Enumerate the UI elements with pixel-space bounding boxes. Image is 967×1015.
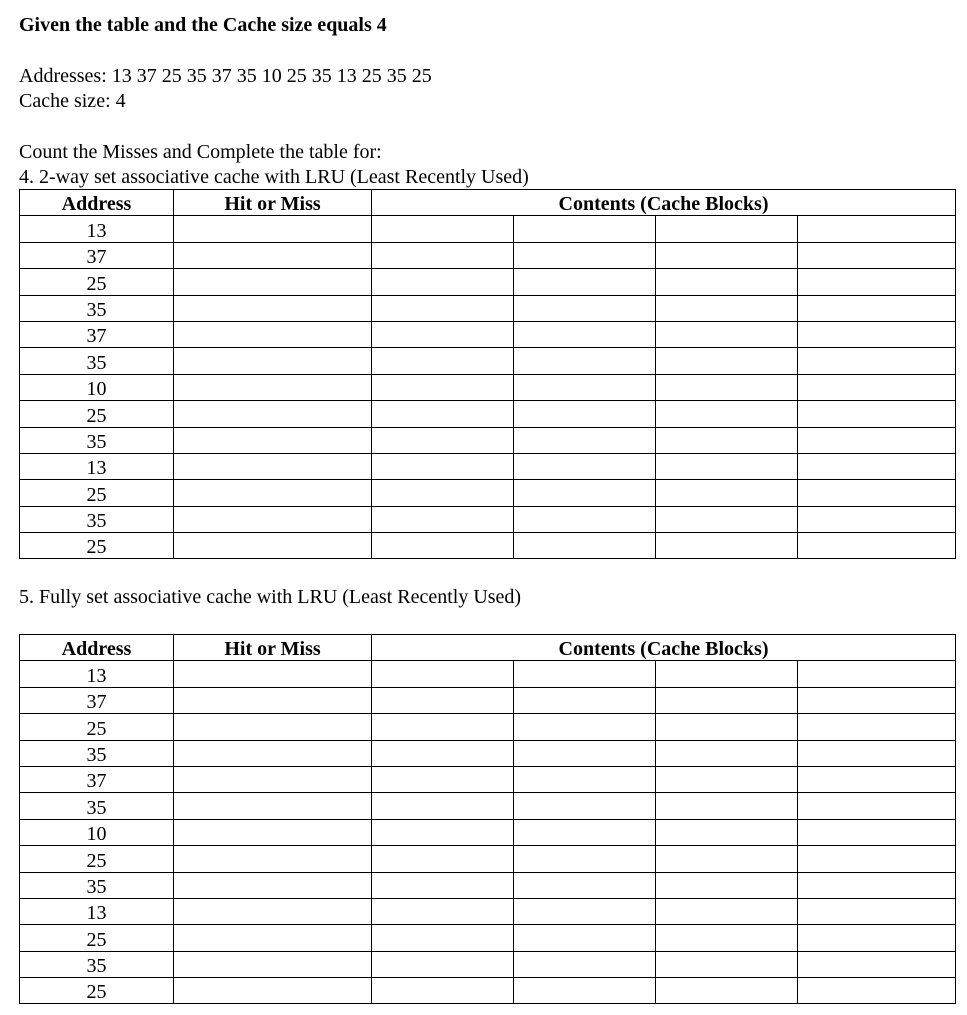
cache-block-2-cell[interactable] bbox=[514, 872, 656, 898]
cache-block-1-cell[interactable] bbox=[372, 978, 514, 1004]
hit-or-miss-cell[interactable] bbox=[174, 661, 372, 687]
cache-block-3-cell[interactable] bbox=[656, 506, 798, 532]
cache-block-1-cell[interactable] bbox=[372, 819, 514, 845]
table-header-row bbox=[20, 190, 956, 216]
cache-block-3-cell[interactable] bbox=[656, 819, 798, 845]
cache-block-1-cell[interactable] bbox=[372, 766, 514, 792]
address-cell: 37 bbox=[20, 766, 174, 792]
cache-block-2-cell[interactable] bbox=[514, 374, 656, 400]
hit-or-miss-cell[interactable] bbox=[174, 951, 372, 977]
table-row bbox=[20, 978, 956, 1004]
question-4-title: 4. 2-way set associative cache with LRU (Least Recently Used) bbox=[19, 166, 529, 188]
table-row bbox=[20, 242, 956, 268]
cache-block-4-cell[interactable] bbox=[798, 295, 956, 321]
cache-block-1-cell[interactable] bbox=[372, 740, 514, 766]
cache-block-2-cell[interactable] bbox=[514, 533, 656, 559]
table-row bbox=[20, 846, 956, 872]
cache-block-3-cell[interactable] bbox=[656, 846, 798, 872]
cache-block-1-cell[interactable] bbox=[372, 714, 514, 740]
cache-block-2-cell[interactable] bbox=[514, 898, 656, 924]
cache-block-3-cell[interactable] bbox=[656, 766, 798, 792]
table-row bbox=[20, 401, 956, 427]
cache-block-1-cell[interactable] bbox=[372, 295, 514, 321]
cache-block-3-cell[interactable] bbox=[656, 661, 798, 687]
address-cell: 25 bbox=[20, 925, 174, 951]
cache-block-3-cell[interactable] bbox=[656, 480, 798, 506]
cache-block-1-cell[interactable] bbox=[372, 925, 514, 951]
address-cell: 35 bbox=[20, 740, 174, 766]
address-cell: 37 bbox=[20, 242, 174, 268]
cache-block-1-cell[interactable] bbox=[372, 661, 514, 687]
cache-block-4-cell[interactable] bbox=[798, 846, 956, 872]
cache-block-1-cell[interactable] bbox=[372, 480, 514, 506]
hit-or-miss-cell[interactable] bbox=[174, 480, 372, 506]
cache-block-3-cell[interactable] bbox=[656, 740, 798, 766]
cache-block-2-cell[interactable] bbox=[514, 846, 656, 872]
cache-block-4-cell[interactable] bbox=[798, 951, 956, 977]
page-title: Given the table and the Cache size equals 4 bbox=[19, 14, 387, 36]
cache-block-2-cell[interactable] bbox=[514, 819, 656, 845]
address-cell: 37 bbox=[20, 321, 174, 347]
table-body bbox=[20, 216, 956, 559]
table-row bbox=[20, 321, 956, 347]
hit-or-miss-cell[interactable] bbox=[174, 819, 372, 845]
cache-block-4-cell[interactable] bbox=[798, 427, 956, 453]
cache-block-3-cell[interactable] bbox=[656, 793, 798, 819]
cache-block-2-cell[interactable] bbox=[514, 321, 656, 347]
cache-block-4-cell[interactable] bbox=[798, 480, 956, 506]
cache-block-2-cell[interactable] bbox=[514, 714, 656, 740]
cache-block-1-cell[interactable] bbox=[372, 872, 514, 898]
cache-block-2-cell[interactable] bbox=[514, 766, 656, 792]
hit-or-miss-cell[interactable] bbox=[174, 687, 372, 713]
cache-block-4-cell[interactable] bbox=[798, 925, 956, 951]
cache-block-2-cell[interactable] bbox=[514, 295, 656, 321]
table-row bbox=[20, 453, 956, 479]
cache-block-1-cell[interactable] bbox=[372, 687, 514, 713]
table-row bbox=[20, 898, 956, 924]
hit-or-miss-cell[interactable] bbox=[174, 506, 372, 532]
address-cell: 35 bbox=[20, 348, 174, 374]
cache-block-4-cell[interactable] bbox=[798, 374, 956, 400]
address-cell: 25 bbox=[20, 533, 174, 559]
table-row bbox=[20, 374, 956, 400]
cache-block-4-cell[interactable] bbox=[798, 872, 956, 898]
address-cell: 35 bbox=[20, 951, 174, 977]
hit-or-miss-cell[interactable] bbox=[174, 242, 372, 268]
cache-block-4-cell[interactable] bbox=[798, 898, 956, 924]
hit-or-miss-header: Hit or Miss bbox=[174, 190, 372, 216]
cache-block-3-cell[interactable] bbox=[656, 242, 798, 268]
cache-block-2-cell[interactable] bbox=[514, 453, 656, 479]
table-row bbox=[20, 506, 956, 532]
cache-block-1-cell[interactable] bbox=[372, 453, 514, 479]
cache-block-2-cell[interactable] bbox=[514, 925, 656, 951]
cache-block-3-cell[interactable] bbox=[656, 453, 798, 479]
cache-block-4-cell[interactable] bbox=[798, 687, 956, 713]
cache-block-1-cell[interactable] bbox=[372, 846, 514, 872]
cache-block-2-cell[interactable] bbox=[514, 506, 656, 532]
hit-or-miss-cell[interactable] bbox=[174, 533, 372, 559]
table-header-row bbox=[20, 635, 956, 661]
hit-or-miss-cell[interactable] bbox=[174, 766, 372, 792]
hit-or-miss-cell[interactable] bbox=[174, 216, 372, 242]
cache-block-1-cell[interactable] bbox=[372, 401, 514, 427]
table-row bbox=[20, 295, 956, 321]
cache-block-3-cell[interactable] bbox=[656, 925, 798, 951]
address-cell: 25 bbox=[20, 401, 174, 427]
table-row bbox=[20, 819, 956, 845]
cache-block-4-cell[interactable] bbox=[798, 242, 956, 268]
cache-block-1-cell[interactable] bbox=[372, 321, 514, 347]
address-cell: 13 bbox=[20, 453, 174, 479]
cache-block-4-cell[interactable] bbox=[798, 661, 956, 687]
cache-block-4-cell[interactable] bbox=[798, 978, 956, 1004]
cache-block-2-cell[interactable] bbox=[514, 401, 656, 427]
table-row bbox=[20, 766, 956, 792]
table-row bbox=[20, 872, 956, 898]
table-row bbox=[20, 793, 956, 819]
cache-block-4-cell[interactable] bbox=[798, 401, 956, 427]
cache-block-1-cell[interactable] bbox=[372, 242, 514, 268]
instruction-text: Count the Misses and Complete the table for: bbox=[19, 141, 382, 163]
question-5-title: 5. Fully set associative cache with LRU (Least Recently Used) bbox=[19, 586, 522, 608]
cache-block-1-cell[interactable] bbox=[372, 793, 514, 819]
cache-block-3-cell[interactable] bbox=[656, 978, 798, 1004]
cache-block-2-cell[interactable] bbox=[514, 427, 656, 453]
cache-block-3-cell[interactable] bbox=[656, 295, 798, 321]
address-cell: 35 bbox=[20, 427, 174, 453]
table-row bbox=[20, 480, 956, 506]
cache-block-4-cell[interactable] bbox=[798, 740, 956, 766]
address-cell: 25 bbox=[20, 846, 174, 872]
cache-block-2-cell[interactable] bbox=[514, 661, 656, 687]
addresses-line: Addresses: 13 37 25 35 37 35 10 25 35 13 25 35 25 bbox=[19, 65, 432, 87]
table-row bbox=[20, 216, 956, 242]
cache-block-4-cell[interactable] bbox=[798, 269, 956, 295]
hit-or-miss-cell[interactable] bbox=[174, 348, 372, 374]
cache-block-1-cell[interactable] bbox=[372, 951, 514, 977]
cache-block-2-cell[interactable] bbox=[514, 348, 656, 374]
cache-block-4-cell[interactable] bbox=[798, 321, 956, 347]
cache-block-3-cell[interactable] bbox=[656, 898, 798, 924]
cache-block-2-cell[interactable] bbox=[514, 951, 656, 977]
table-row bbox=[20, 269, 956, 295]
contents-header: Contents (Cache Blocks) bbox=[372, 635, 956, 661]
cache-block-4-cell[interactable] bbox=[798, 819, 956, 845]
cache-block-4-cell[interactable] bbox=[798, 533, 956, 559]
hit-or-miss-cell[interactable] bbox=[174, 269, 372, 295]
address-cell: 25 bbox=[20, 269, 174, 295]
cache-block-4-cell[interactable] bbox=[798, 453, 956, 479]
address-cell: 35 bbox=[20, 506, 174, 532]
address-cell: 35 bbox=[20, 872, 174, 898]
cache-block-2-cell[interactable] bbox=[514, 269, 656, 295]
address-cell: 37 bbox=[20, 687, 174, 713]
address-cell: 13 bbox=[20, 661, 174, 687]
cache-block-2-cell[interactable] bbox=[514, 242, 656, 268]
hit-or-miss-cell[interactable] bbox=[174, 401, 372, 427]
cache-block-3-cell[interactable] bbox=[656, 216, 798, 242]
address-header: Address bbox=[20, 635, 174, 661]
cache-block-3-cell[interactable] bbox=[656, 687, 798, 713]
cache-block-4-cell[interactable] bbox=[798, 506, 956, 532]
cache-block-1-cell[interactable] bbox=[372, 898, 514, 924]
cache-block-2-cell[interactable] bbox=[514, 978, 656, 1004]
address-cell: 13 bbox=[20, 216, 174, 242]
address-cell: 25 bbox=[20, 480, 174, 506]
cache-block-2-cell[interactable] bbox=[514, 480, 656, 506]
address-cell: 35 bbox=[20, 295, 174, 321]
hit-or-miss-cell[interactable] bbox=[174, 846, 372, 872]
cache-block-1-cell[interactable] bbox=[372, 374, 514, 400]
cache-block-4-cell[interactable] bbox=[798, 766, 956, 792]
cache-block-3-cell[interactable] bbox=[656, 321, 798, 347]
contents-header: Contents (Cache Blocks) bbox=[372, 190, 956, 216]
table-row bbox=[20, 925, 956, 951]
table-row bbox=[20, 740, 956, 766]
cache-size-line: Cache size: 4 bbox=[19, 90, 126, 112]
cache-table-fully-associative bbox=[19, 634, 956, 1004]
hit-or-miss-cell[interactable] bbox=[174, 872, 372, 898]
cache-block-3-cell[interactable] bbox=[656, 348, 798, 374]
address-cell: 13 bbox=[20, 898, 174, 924]
table-row bbox=[20, 348, 956, 374]
table-row bbox=[20, 714, 956, 740]
address-cell: 25 bbox=[20, 978, 174, 1004]
cache-block-4-cell[interactable] bbox=[798, 216, 956, 242]
cache-block-3-cell[interactable] bbox=[656, 872, 798, 898]
cache-block-1-cell[interactable] bbox=[372, 348, 514, 374]
address-cell: 10 bbox=[20, 819, 174, 845]
address-cell: 10 bbox=[20, 374, 174, 400]
cache-block-4-cell[interactable] bbox=[798, 714, 956, 740]
table-row bbox=[20, 661, 956, 687]
cache-block-1-cell[interactable] bbox=[372, 533, 514, 559]
table-row bbox=[20, 687, 956, 713]
hit-or-miss-cell[interactable] bbox=[174, 427, 372, 453]
cache-block-3-cell[interactable] bbox=[656, 951, 798, 977]
hit-or-miss-cell[interactable] bbox=[174, 295, 372, 321]
cache-block-1-cell[interactable] bbox=[372, 427, 514, 453]
hit-or-miss-cell[interactable] bbox=[174, 740, 372, 766]
hit-or-miss-cell[interactable] bbox=[174, 714, 372, 740]
cache-block-4-cell[interactable] bbox=[798, 793, 956, 819]
table-row bbox=[20, 951, 956, 977]
cache-block-2-cell[interactable] bbox=[514, 740, 656, 766]
cache-block-1-cell[interactable] bbox=[372, 506, 514, 532]
cache-block-1-cell[interactable] bbox=[372, 216, 514, 242]
cache-block-3-cell[interactable] bbox=[656, 714, 798, 740]
hit-or-miss-cell[interactable] bbox=[174, 453, 372, 479]
cache-block-3-cell[interactable] bbox=[656, 427, 798, 453]
cache-block-2-cell[interactable] bbox=[514, 216, 656, 242]
address-header: Address bbox=[20, 190, 174, 216]
cache-block-3-cell[interactable] bbox=[656, 533, 798, 559]
hit-or-miss-cell[interactable] bbox=[174, 321, 372, 347]
cache-block-1-cell[interactable] bbox=[372, 269, 514, 295]
cache-block-3-cell[interactable] bbox=[656, 269, 798, 295]
cache-block-2-cell[interactable] bbox=[514, 687, 656, 713]
hit-or-miss-cell[interactable] bbox=[174, 374, 372, 400]
table-row bbox=[20, 533, 956, 559]
table-body bbox=[20, 661, 956, 1004]
address-cell: 35 bbox=[20, 793, 174, 819]
cache-block-4-cell[interactable] bbox=[798, 348, 956, 374]
hit-or-miss-cell[interactable] bbox=[174, 978, 372, 1004]
cache-block-3-cell[interactable] bbox=[656, 374, 798, 400]
table-row bbox=[20, 427, 956, 453]
hit-or-miss-cell[interactable] bbox=[174, 925, 372, 951]
hit-or-miss-header: Hit or Miss bbox=[174, 635, 372, 661]
cache-block-3-cell[interactable] bbox=[656, 401, 798, 427]
cache-table-2way bbox=[19, 189, 956, 559]
hit-or-miss-cell[interactable] bbox=[174, 898, 372, 924]
cache-block-2-cell[interactable] bbox=[514, 793, 656, 819]
address-cell: 25 bbox=[20, 714, 174, 740]
hit-or-miss-cell[interactable] bbox=[174, 793, 372, 819]
